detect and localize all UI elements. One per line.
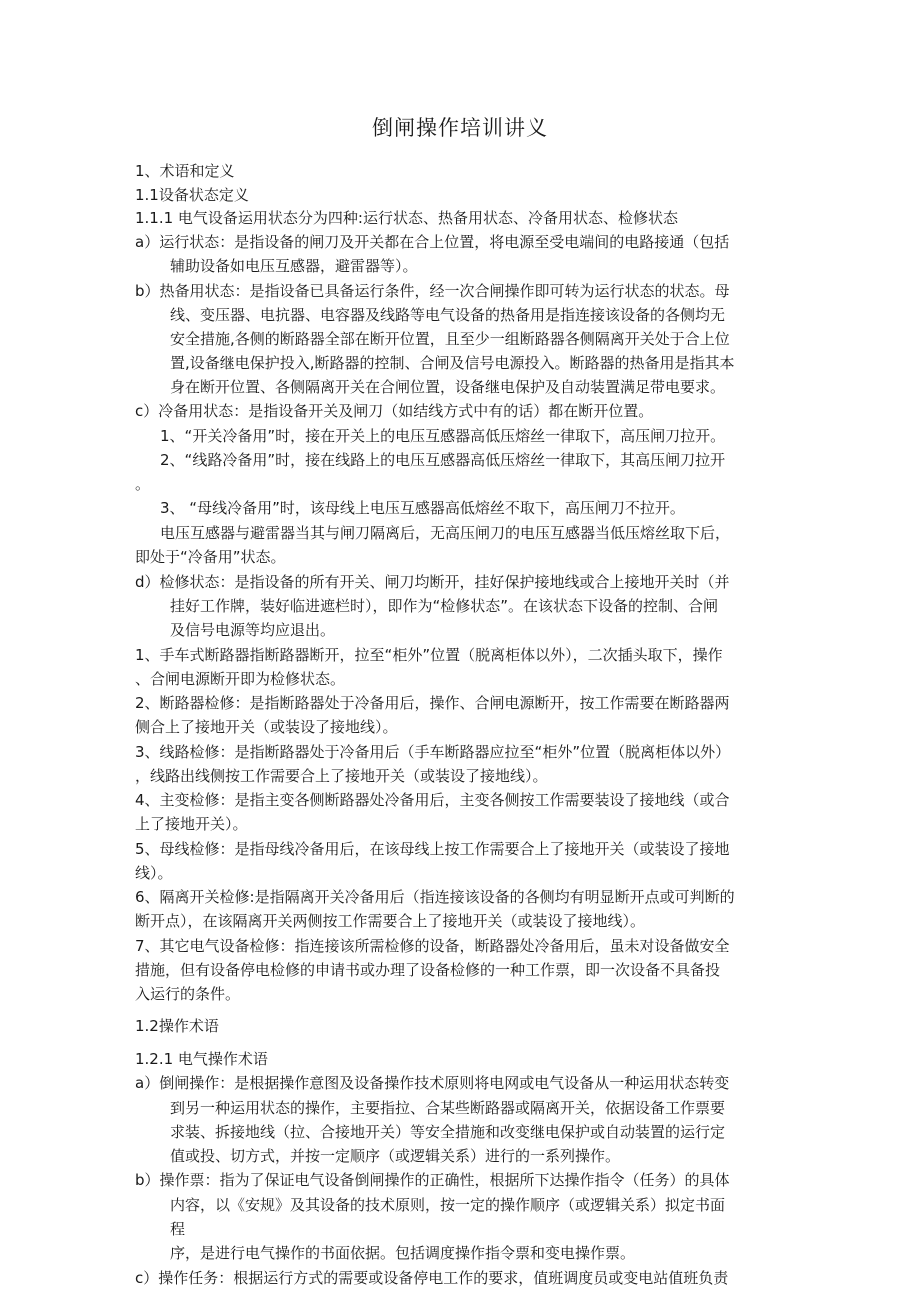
paragraph-line: 入运行的条件。 [135,985,241,1003]
paragraph-line: b）热备用状态：是指设备已具备运行条件，经一次合闸操作即可转为运行状态的状态。母 [135,282,730,300]
paragraph-line: 程 [170,1220,186,1238]
paragraph-line: 1.1.1 电气设备运用状态分为四种:运行状态、热备用状态、冷备用状态、检修状态 [135,209,678,227]
paragraph-line: 及信号电源等均应退出。 [170,621,336,639]
paragraph-line: 求装、拆接地线（拉、合接地开关）等安全措施和改变继电保护或自动装置的运行定 [170,1123,726,1141]
paragraph-line: a）倒闸操作：是根据操作意图及设备操作技术原则将电网或电气设备从一种运用状态转变 [135,1074,730,1092]
paragraph-line: 侧合上了接地开关（或装设了接地线）。 [135,718,398,736]
paragraph-line: 安全措施,各侧的断路器全部在断开位置，且至少一组断路器各侧隔离开关处于合上位 [170,330,730,348]
paragraph-line: 值或投、切方式，并按一定顺序（或逻辑关系）进行的一系列操作。 [170,1147,621,1165]
paragraph-line: 6、隔离开关检修:是指隔离开关冷备用后（指连接该设备的各侧均有明显断开点或可判断的 [135,888,735,906]
paragraph-line: 1、“开关冷备用”时，接在开关上的电压互感器高低压熔丝一律取下，高压闸刀拉开。 [160,427,726,445]
paragraph-line: c）冷备用状态：是指设备开关及闸刀（如结线方式中有的话）都在断开位置。 [135,402,654,420]
paragraph-line: 、合闸电源断开即为检修状态。 [135,670,346,688]
paragraph-line: c）操作任务：根据运行方式的需要或设备停电工作的要求，值班调度员或变电站值班负责 [135,1269,729,1287]
paragraph-line: 即处于“冷备用”状态。 [135,548,286,566]
paragraph-line: 4、主变检修：是指主变各侧断路器处冷备用后，主变各侧按工作需要装设了接地线（或合 [135,791,730,809]
paragraph-line: 7、其它电气设备检修：指连接该所需检修的设备，断路器处冷备用后，虽未对设备做安全 [135,937,730,955]
paragraph-line: ，线路出线侧按工作需要合上了接地开关（或装设了接地线）。 [135,767,548,785]
paragraph-line: 身在断开位置、各侧隔离开关在合闸位置，设备继电保护及自动装置满足带电要求。 [170,378,726,396]
document-title: 倒闸操作培训讲义 [372,116,548,140]
paragraph-line: 上了接地开关）。 [135,815,248,833]
paragraph-line: 措施，但有设备停电检修的申请书或办理了设备检修的一种工作票，即一次设备不具备投 [135,961,721,979]
paragraph-line: 置,设备继电保护投入,断路器的控制、合闸及信号电源投入。断路器的热备用是指其本 [170,354,735,372]
paragraph-line: 线）。 [135,864,173,882]
paragraph-line: 3、 “母线冷备用”时，该母线上电压互感器高低熔丝不取下，高压闸刀不拉开。 [160,499,685,517]
paragraph-line: b）操作票：指为了保证电气设备倒闸操作的正确性，根据所下达操作指令（任务）的具体 [135,1171,730,1189]
paragraph-line: 3、线路检修：是指断路器处于冷备用后（手车断路器应拉至“柜外”位置（脱离柜体以外） [135,743,731,761]
paragraph-line: 序，是进行电气操作的书面依据。包括调度操作指令票和变电操作票。 [170,1244,636,1262]
paragraph-line: d）检修状态：是指设备的所有开关、闸刀均断开，挂好保护接地线或合上接地开关时（并 [135,573,730,591]
paragraph-line: 断开点），在该隔离开关两侧按工作需要合上了接地开关（或装设了接地线）。 [135,912,646,930]
paragraph-line: 5、母线检修：是指母线冷备用后，在该母线上按工作需要合上了接地开关（或装设了接地 [135,840,730,858]
subsection-heading: 1.2操作术语 [135,1017,219,1035]
paragraph-line: 辅助设备如电压互感器，避雷器等）。 [170,257,418,275]
section-heading: 1、术语和定义 [135,162,235,180]
paragraph-line: a）运行状态：是指设备的闸刀及开关都在合上位置，将电源至受电端间的电路接通（包括 [135,233,730,251]
paragraph-line: 挂好工作牌，装好临进遮栏时），即作为“检修状态”。在该状态下设备的控制、合闸 [170,597,719,615]
subsection-heading: 1.1设备状态定义 [135,186,249,204]
paragraph-line: 2、断路器检修：是指断路器处于冷备用后，操作、合闸电源断开，按工作需要在断路器两 [135,694,730,712]
paragraph-line: 1、手车式断路器指断路器断开，拉至“柜外”位置（脱离柜体以外），二次插头取下，操作 [135,646,723,664]
paragraph-line: 内容，以《安规》及其设备的技术原则，按一定的操作顺序（或逻辑关系）拟定书面 [170,1196,726,1214]
paragraph-line: 2、“线路冷备用”时，接在线路上的电压互感器高低压熔丝一律取下，其高压闸刀拉开 [160,451,726,469]
paragraph-line: 到另一种运用状态的操作，主要指拉、合某些断路器或隔离开关，依据设备工作票要 [170,1099,726,1117]
paragraph-line: 电压互感器与避雷器当其与闸刀隔离后，无高压闸刀的电压互感器当低压熔丝取下后， [160,524,731,542]
paragraph-line: 线、变压器、电抗器、电容器及线路等电气设备的热备用是指连接该设备的各侧均无 [170,306,726,324]
paragraph-line: 。 [135,475,151,493]
subsection-heading: 1.2.1 电气操作术语 [135,1050,268,1068]
